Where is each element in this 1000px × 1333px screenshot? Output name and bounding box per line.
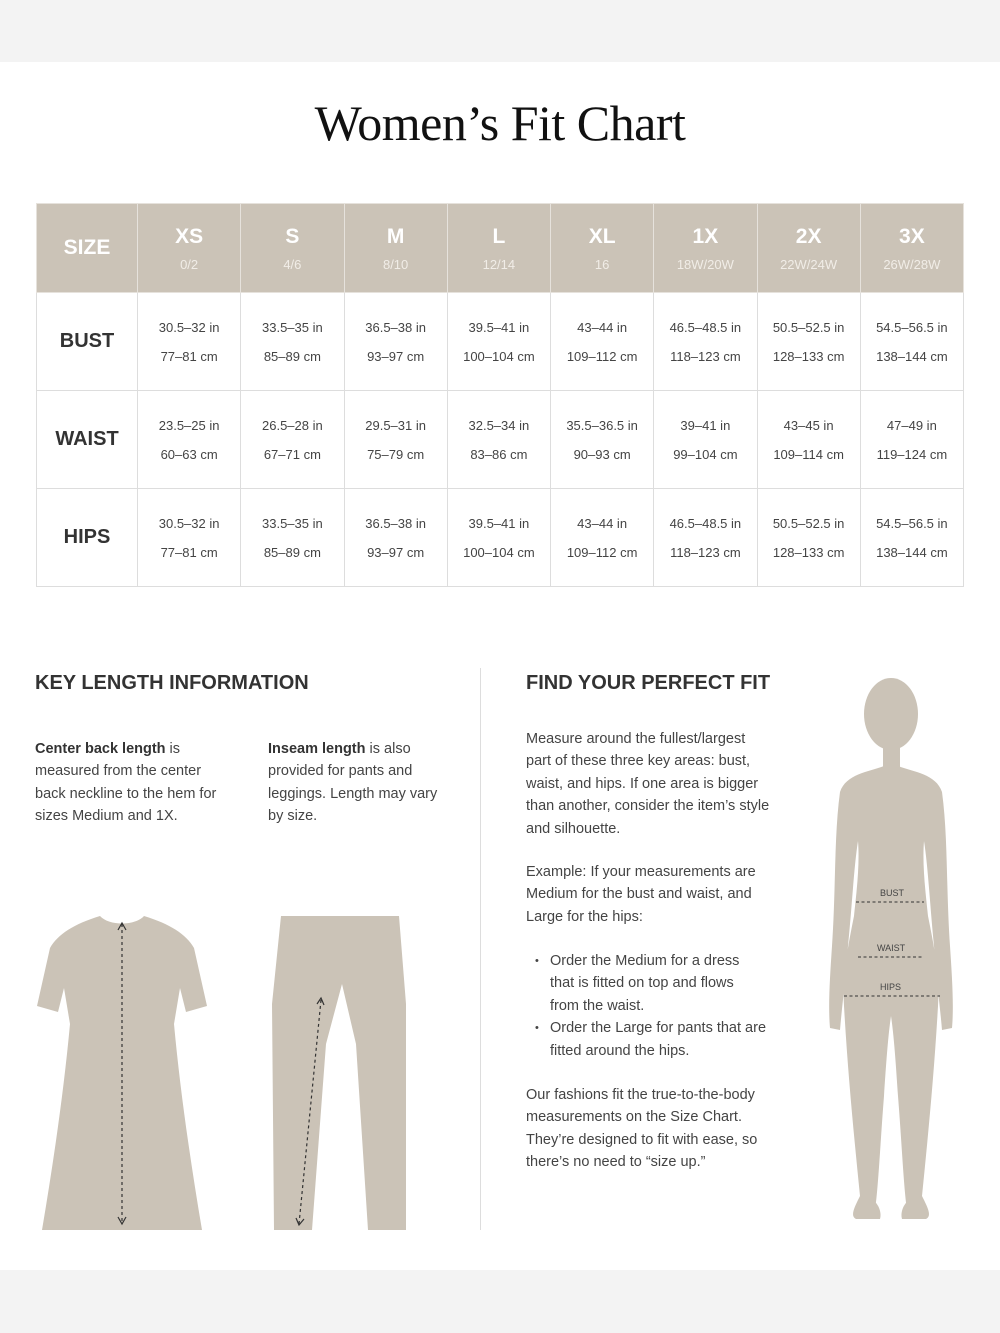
measure-row-hips (37, 489, 964, 587)
body-silhouette-icon (828, 676, 958, 1224)
bust-label: BUST (880, 888, 905, 898)
measure-cell (757, 391, 860, 489)
measure-cell (447, 391, 550, 489)
row-label: BUST (37, 293, 138, 391)
measure-cell (860, 293, 963, 391)
row-label: HIPS (37, 489, 138, 587)
cm-value: 118–123 cm (670, 348, 741, 364)
cm-value: 93–97 cm (367, 348, 425, 364)
inches-value: 50.5–52.5 in (772, 515, 845, 531)
cm-value: 118–123 cm (670, 544, 741, 560)
fit-chart-card (0, 62, 1000, 1270)
tip-item: • Order the Large for pants that are fitted around the hips. (526, 1017, 766, 1062)
size-header-label: SIZE (37, 204, 138, 293)
measure-cell (551, 489, 654, 587)
inches-value: 33.5–35 in (262, 515, 323, 531)
cm-value: 138–144 cm (876, 544, 948, 560)
key-length-title: KEY LENGTH INFORMATION (35, 672, 309, 694)
measure-cell (138, 293, 241, 391)
inches-value: 23.5–25 in (158, 417, 220, 433)
measure-cell (860, 489, 963, 587)
measure-cell (241, 293, 344, 391)
inches-value: 46.5–48.5 in (669, 515, 742, 531)
measure-row-bust (37, 293, 964, 391)
cm-value: 128–133 cm (772, 544, 845, 560)
measure-cell (654, 391, 757, 489)
inches-value: 30.5–32 in (158, 515, 220, 531)
size-col-1x: 1X 18W/20W (654, 204, 757, 293)
measure-cell (241, 489, 344, 587)
inches-value: 39.5–41 in (468, 319, 530, 335)
cm-value: 109–112 cm (566, 348, 638, 364)
cm-value: 67–71 cm (263, 446, 321, 462)
cm-value: 128–133 cm (772, 348, 845, 364)
measure-cell (241, 391, 344, 489)
inches-value: 30.5–32 in (158, 319, 220, 335)
tip-item: • Order the Medium for a dress that is fitted on top and flows from the waist. (526, 950, 766, 1017)
measure-cell (344, 391, 447, 489)
cm-value: 77–81 cm (160, 544, 218, 560)
inches-value: 50.5–52.5 in (772, 319, 845, 335)
perfect-fit-closing: Our fashions fit the true-to-the-body measurements on the Size Chart. They’re designed to fit with ease, so there’s no need to “size up.” (526, 1087, 758, 1171)
inches-value: 33.5–35 in (262, 319, 323, 335)
cm-value: 75–79 cm (367, 446, 425, 462)
inches-value: 32.5–34 in (468, 417, 530, 433)
inches-value: 36.5–38 in (365, 319, 426, 335)
measure-cell (447, 293, 550, 391)
cm-value: 83–86 cm (470, 446, 528, 462)
size-col-m: M 8/10 (344, 204, 447, 293)
inches-value: 26.5–28 in (262, 417, 323, 433)
measure-cell (654, 489, 757, 587)
measure-row-waist (37, 391, 964, 489)
size-col-3x: 3X 26W/28W (860, 204, 963, 293)
size-col-2x: 2X 22W/24W (757, 204, 860, 293)
row-label: WAIST (37, 391, 138, 489)
cm-value: 77–81 cm (160, 348, 218, 364)
size-table (36, 203, 964, 587)
perfect-fit-example: Example: If your measurements are Medium for the bust and waist, and Large for the hips: (526, 864, 756, 925)
inches-value: 35.5–36.5 in (566, 417, 638, 433)
measure-cell (551, 391, 654, 489)
inches-value: 54.5–56.5 in (876, 319, 948, 335)
size-col-xl: XL 16 (551, 204, 654, 293)
measure-cell (447, 489, 550, 587)
center-back-text: Center back length is measured from the center back neckline to the hem for sizes Medium and 1X. (35, 741, 217, 825)
section-divider (480, 668, 481, 1230)
size-col-xs: XS 0/2 (138, 204, 241, 293)
measure-cell (138, 391, 241, 489)
measure-cell (344, 293, 447, 391)
measure-cell (138, 489, 241, 587)
dress-icon (34, 914, 210, 1232)
size-header-row (37, 204, 964, 293)
cm-value: 100–104 cm (463, 348, 535, 364)
inches-value: 39–41 in (680, 417, 731, 433)
hips-label: HIPS (880, 982, 902, 992)
inches-value: 36.5–38 in (365, 515, 426, 531)
measure-cell (551, 293, 654, 391)
measure-cell (654, 293, 757, 391)
inches-value: 43–45 in (783, 417, 834, 433)
cm-value: 99–104 cm (673, 446, 738, 462)
cm-value: 85–89 cm (263, 544, 321, 560)
inches-value: 43–44 in (577, 319, 628, 335)
inches-value: 29.5–31 in (365, 417, 426, 433)
size-col-s: S 4/6 (241, 204, 344, 293)
page-title: Women’s Fit Chart (314, 95, 686, 151)
inches-value: 43–44 in (577, 515, 628, 531)
cm-value: 119–124 cm (876, 446, 948, 462)
measure-cell (344, 489, 447, 587)
measure-cell (757, 293, 860, 391)
inches-value: 39.5–41 in (468, 515, 530, 531)
pants-icon (268, 914, 410, 1232)
measure-cell (757, 489, 860, 587)
cm-value: 109–112 cm (566, 544, 638, 560)
cm-value: 109–114 cm (773, 446, 844, 462)
cm-value: 138–144 cm (876, 348, 948, 364)
cm-value: 85–89 cm (263, 348, 321, 364)
measure-cell (860, 391, 963, 489)
inches-value: 54.5–56.5 in (876, 515, 948, 531)
waist-label: WAIST (877, 943, 906, 953)
cm-value: 100–104 cm (463, 544, 535, 560)
perfect-fit-tips (526, 950, 766, 1062)
cm-value: 60–63 cm (160, 446, 218, 462)
cm-value: 93–97 cm (367, 544, 425, 560)
inches-value: 46.5–48.5 in (669, 319, 742, 335)
inches-value: 47–49 in (886, 417, 937, 433)
inseam-text: Inseam length is also provided for pants and leggings. Length may vary by size. (268, 741, 438, 825)
cm-value: 90–93 cm (573, 446, 631, 462)
perfect-fit-title: FIND YOUR PERFECT FIT (526, 672, 771, 694)
size-col-l: L 12/14 (447, 204, 550, 293)
perfect-fit-intro: Measure around the fullest/largest part of these three key areas: bust, waist, and hips. If one area is bigger than another, consider the item’s style and silhouette. (526, 731, 770, 837)
